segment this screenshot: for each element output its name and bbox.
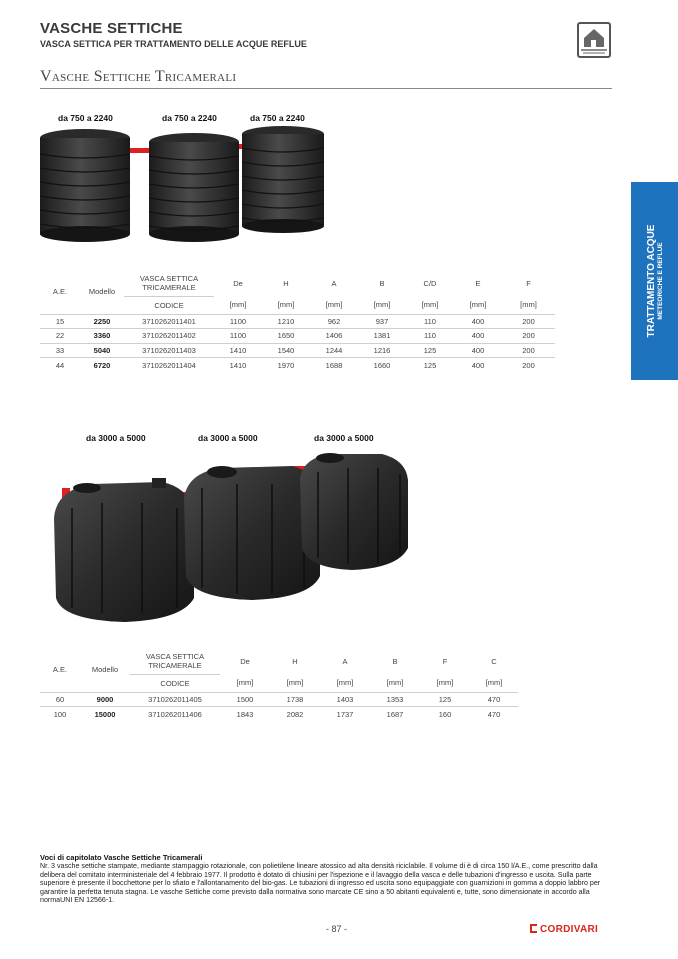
table-cell: 1410 [214,358,262,373]
col-header-ae: A.E. [52,287,68,297]
col-header-modello: Modello [91,665,119,675]
col-header-f: F [442,656,448,666]
table-cell: 1970 [262,358,310,373]
table-cell: 200 [502,343,555,358]
subheader-unit: [mm] [277,300,295,310]
subheader-unit: [mm] [386,678,404,688]
subheader-unit: [mm] [325,300,343,310]
table-cell: 1100 [214,329,262,344]
col-header-c: C [491,656,497,666]
page-header-title: VASCHE SETTICHE [40,20,183,37]
col-header-de: De [233,278,243,288]
section-title: Vasche Settiche Tricamerali [40,68,237,85]
table-cell: 3710262011405 [130,692,220,707]
tank-size-label: da 750 a 2240 [58,113,113,123]
tank-size-label: da 750 a 2240 [162,113,217,123]
col-header-vasca: VASCA SETTICA TRICAMERALE [124,270,214,296]
table-cell: 1738 [270,692,320,707]
table-cell: 1244 [310,343,358,358]
col-header-b: B [379,278,385,288]
table-cell: 3710262011403 [124,343,214,358]
table-row [40,343,555,358]
table-cell: 15 [40,314,80,329]
table-cell: 470 [470,707,518,722]
col-header-de: De [240,656,250,666]
table-cell: 400 [454,329,502,344]
col-header-b: B [392,656,398,666]
table-cell: 1410 [214,343,262,358]
table-cell: 125 [406,358,454,373]
table-cell: 9000 [80,692,130,707]
subheader-unit: [mm] [336,678,354,688]
subheader-unit: [mm] [485,678,503,688]
table-cell: 22 [40,329,80,344]
table-row [40,358,555,373]
col-header-cd: C/D [423,278,437,288]
table-cell: 5040 [80,343,124,358]
subheader-codice: CODICE [160,678,190,688]
table-cell: 1353 [370,692,420,707]
brand-name: CORDIVARI [540,924,599,935]
tank-size-label: da 3000 a 5000 [86,433,146,443]
table-cell: 33 [40,343,80,358]
subheader-unit: [mm] [436,678,454,688]
table-cell: 3710262011402 [124,329,214,344]
table-cell: 6720 [80,358,124,373]
col-header-a: A [331,278,337,288]
table-cell: 160 [420,707,470,722]
table-cell: 2082 [270,707,320,722]
table-cell: 3710262011401 [124,314,214,329]
subheader-unit: [mm] [229,300,247,310]
brand-logo [530,924,598,935]
table-cell: 1403 [320,692,370,707]
col-header-modello: Modello [88,287,116,297]
table-cell: 1406 [310,329,358,344]
side-category-tab[interactable] [631,182,678,380]
side-tab-sub-label: METEORICHE E REFLUE [656,242,664,320]
table-cell: 44 [40,358,80,373]
table-cell: 1100 [214,314,262,329]
specs-title: Voci di capitolato Vasche Settiche Tricamerali [40,853,203,862]
table-row [40,692,518,707]
table-cell: 200 [502,314,555,329]
section-divider [40,88,612,89]
table-cell: 962 [310,314,358,329]
table-cell: 1216 [358,343,406,358]
table-cell: 200 [502,329,555,344]
page-number: - 87 - [326,924,348,934]
spec-table-1 [40,270,555,372]
table-cell: 400 [454,314,502,329]
table-cell: 3360 [80,329,124,344]
table-row [40,707,518,722]
page-header-subtitle: VASCA SETTICA PER TRATTAMENTO DELLE ACQUE REFLUE [40,39,307,49]
table-cell: 110 [406,314,454,329]
subheader-unit: [mm] [469,300,487,310]
table-cell: 100 [40,707,80,722]
table-cell: 1737 [320,707,370,722]
subheader-codice: CODICE [154,300,184,310]
subheader-unit: [mm] [520,300,537,310]
home-icon[interactable] [577,22,611,58]
horizontal-tanks-image [52,448,412,626]
tank-size-label: da 3000 a 5000 [198,433,258,443]
col-header-h: H [283,278,289,288]
tank-size-label: da 3000 a 5000 [314,433,374,443]
col-header-f: F [526,278,531,288]
table-cell: 400 [454,343,502,358]
table-cell: 110 [406,329,454,344]
spec-table-2 [40,648,518,721]
subheader-unit: [mm] [286,678,304,688]
table-cell: 470 [470,692,518,707]
table-cell: 125 [406,343,454,358]
brand-mark-icon [530,924,537,933]
table-cell: 1843 [220,707,270,722]
table-cell: 1210 [262,314,310,329]
table-row [40,314,555,329]
table-cell: 1381 [358,329,406,344]
table-cell: 125 [420,692,470,707]
table-cell: 200 [502,358,555,373]
table-cell: 2250 [80,314,124,329]
col-header-a: A [342,656,348,666]
table-cell: 15000 [80,707,130,722]
table-cell: 3710262011404 [124,358,214,373]
table-cell: 1500 [220,692,270,707]
table-cell: 1687 [370,707,420,722]
table-cell: 3710262011406 [130,707,220,722]
specs-text: Nr. 3 vasche settiche stampate, mediante stampaggio rotazionale, con polietilene lineare atossico ad alta densità riciclabile. Il volume di è di circa 150 l/A.E., come prescritto dalla delibera del comitato interministeriale del 4 febbraio 1977. Il prodotto è dotato di chiusini per l'ispezione e il lavaggio della vasca e delle tubazioni d'ingresso e uscita. Sulla parte superiore è presente il bocchettone per lo sfiato e l'allontanamento del bio-gas. Le tubazioni di ingresso ed uscita sono equipaggiate con guarnizioni in gomma a doppio labbro per garantire la perfetta tenuta stagna. Le vasche Settiche come previsto dalla normativa sono marcate CE sino a 50 abitanti equivalenti e, tutte, sono dimensionate in accordo alla normaUNI EN 12566-1. [40,862,601,905]
table-row [40,329,555,344]
col-header-e: E [475,278,481,288]
table-cell: 400 [454,358,502,373]
side-tab-main-label: TRATTAMENTO ACQUE [645,224,657,338]
vertical-tanks-image [38,124,328,248]
table-cell: 60 [40,692,80,707]
table-cell: 937 [358,314,406,329]
subheader-unit: [mm] [421,300,439,310]
subheader-unit: [mm] [236,678,254,688]
tank-size-label: da 750 a 2240 [250,113,305,123]
table-cell: 1660 [358,358,406,373]
table-cell: 1688 [310,358,358,373]
col-header-vasca: VASCA SETTICA TRICAMERALE [130,648,220,674]
table-cell: 1650 [262,329,310,344]
col-header-ae: A.E. [52,665,68,675]
col-header-h: H [292,656,298,666]
subheader-unit: [mm] [373,300,391,310]
table-cell: 1540 [262,343,310,358]
